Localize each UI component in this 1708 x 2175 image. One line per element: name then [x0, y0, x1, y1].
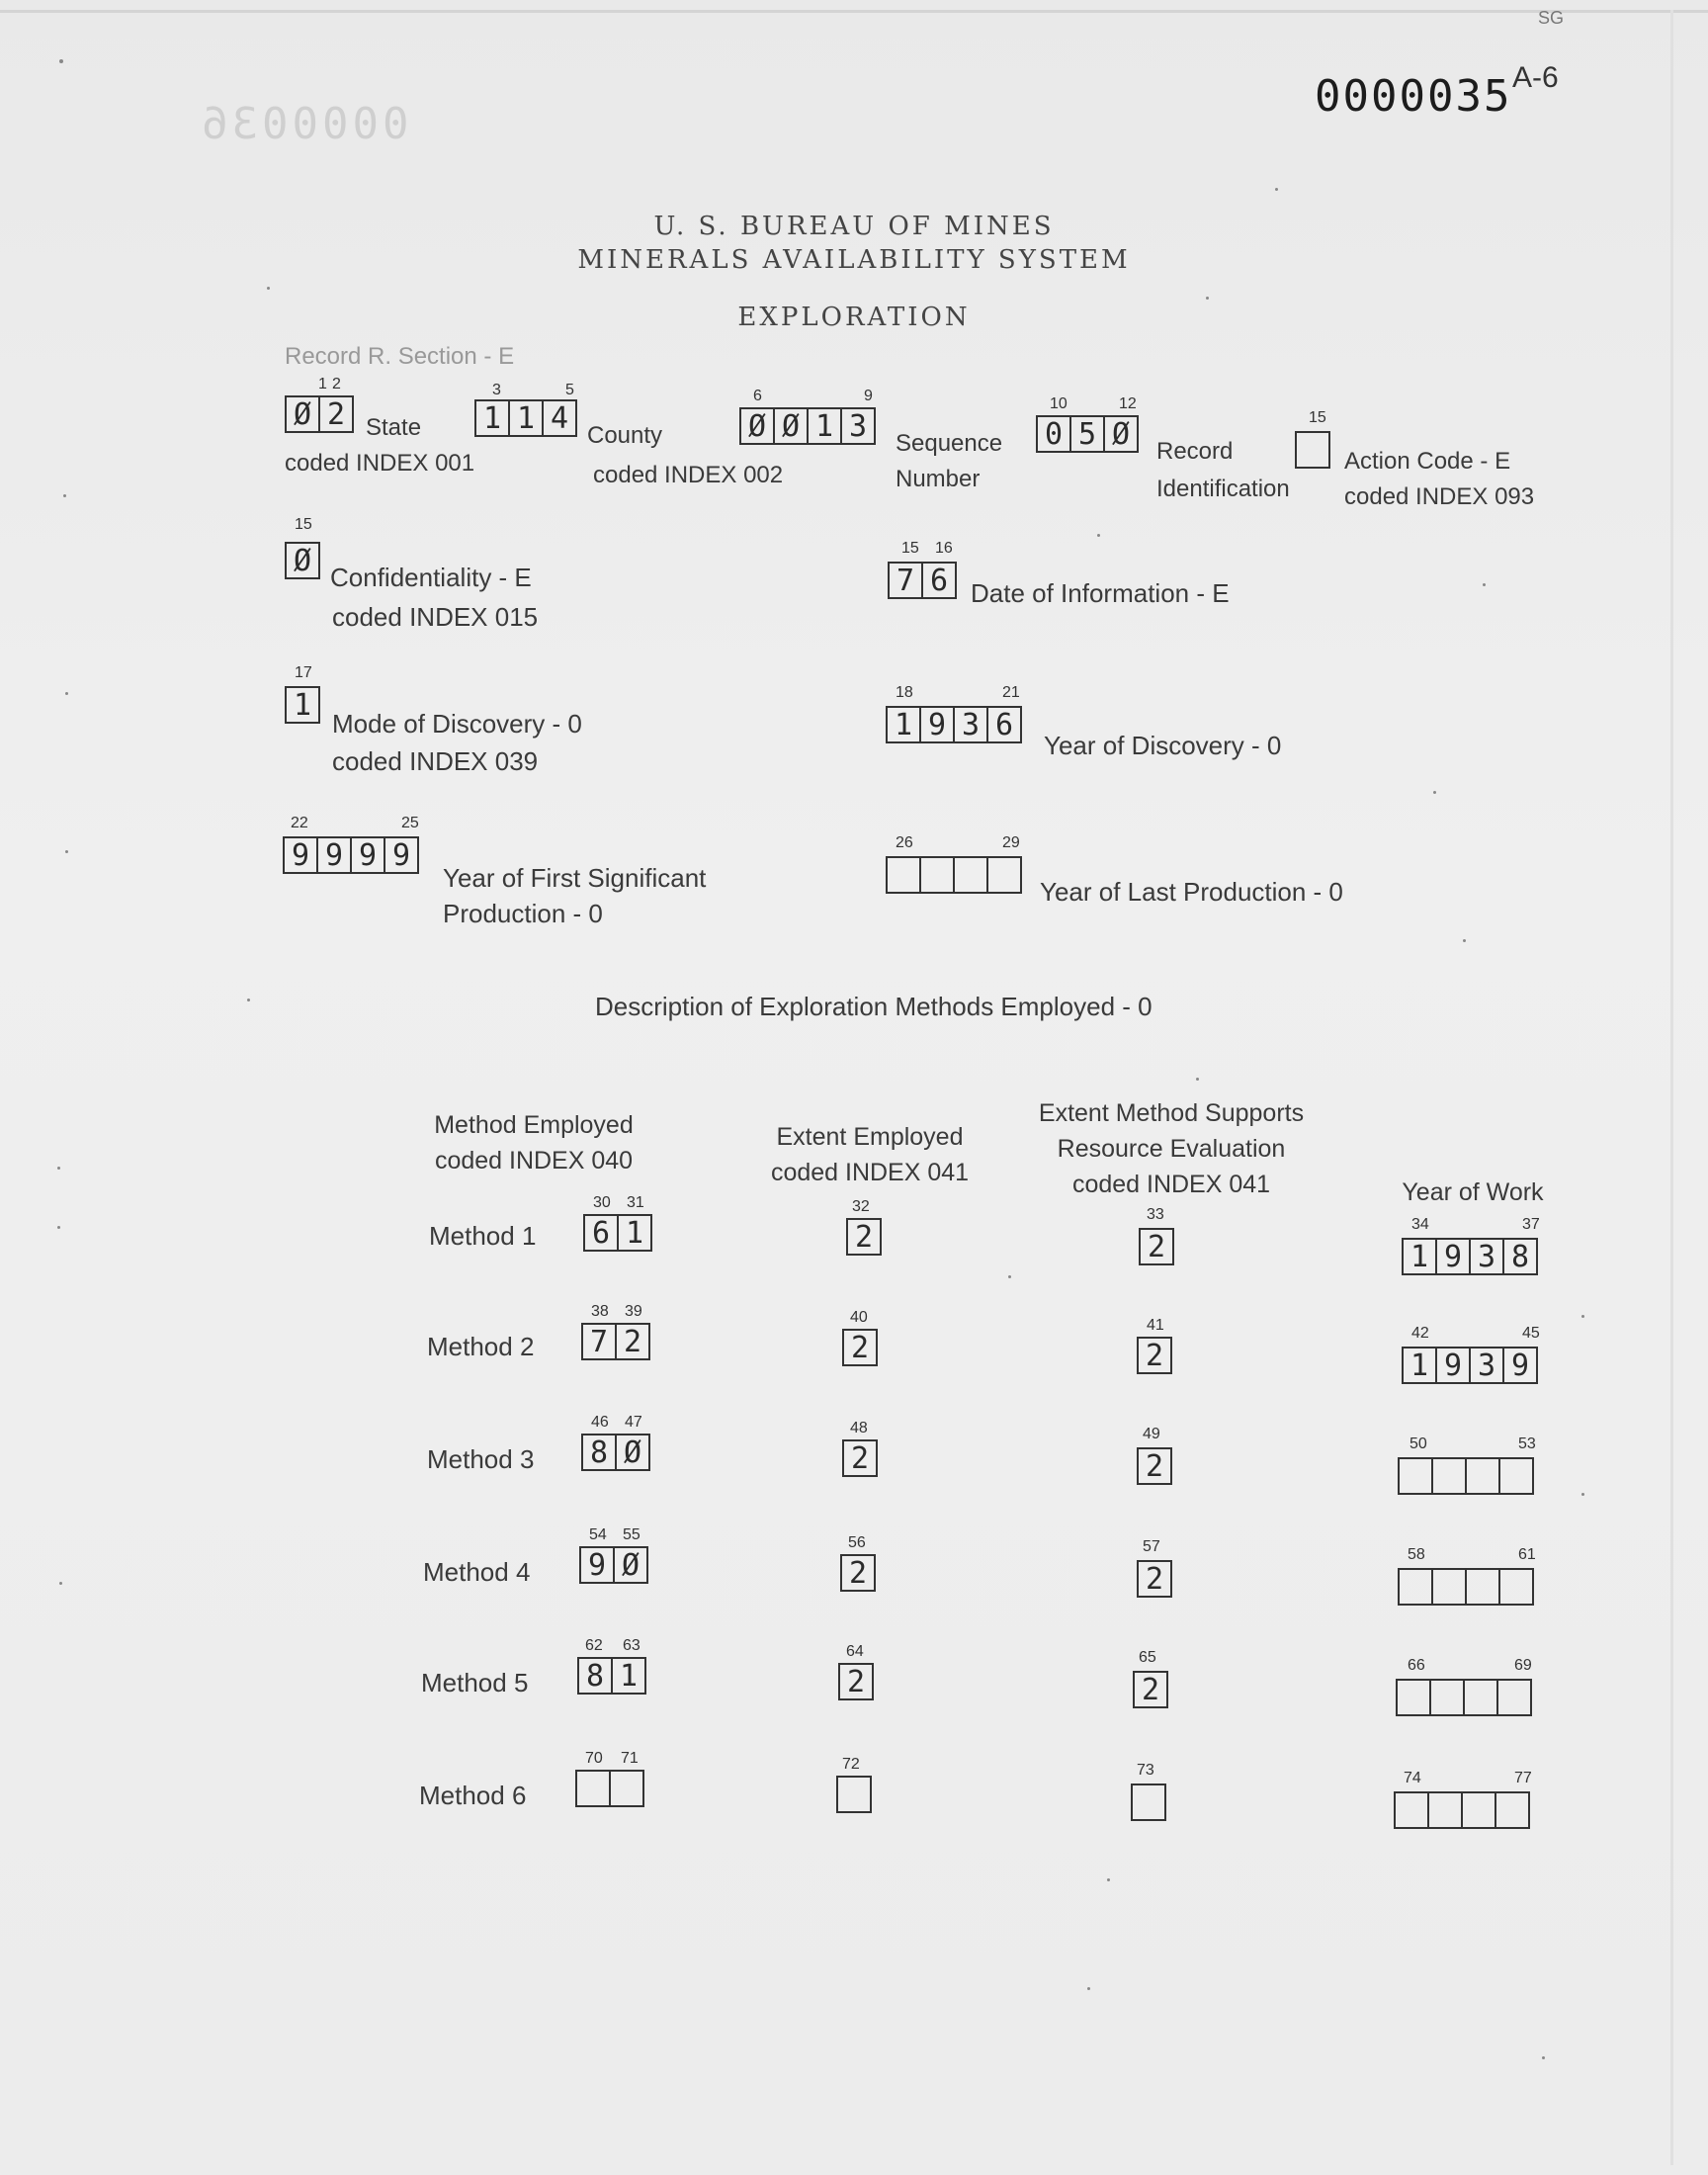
column-number: 15: [295, 516, 312, 533]
year-of-work-boxes: [1402, 1238, 1538, 1275]
column-number: 66: [1408, 1657, 1425, 1674]
scan-speck: [1581, 1493, 1584, 1496]
scan-speck: [1097, 534, 1100, 537]
column-number: 58: [1408, 1546, 1425, 1563]
entry-box[interactable]: [1494, 1791, 1530, 1829]
column-number: 22: [291, 815, 308, 831]
column-number: 3: [492, 382, 501, 398]
system-title: MINERALS AVAILABILITY SYSTEM: [577, 245, 1131, 275]
entry-box[interactable]: 7: [888, 562, 923, 599]
column-number: 37: [1522, 1216, 1540, 1233]
year-of-discovery-label: Year of Discovery - 0: [1044, 731, 1282, 760]
entry-box[interactable]: 2: [1137, 1447, 1172, 1485]
column-number: 56: [848, 1534, 866, 1551]
column-number: 54: [589, 1526, 607, 1543]
scan-speck: [65, 692, 68, 695]
first-production-sub: Production - 0: [443, 899, 603, 928]
scan-speck: [1581, 1315, 1584, 1318]
method-code-boxes: [583, 1214, 652, 1252]
entry-box[interactable]: 9: [1435, 1347, 1471, 1384]
entry-box[interactable]: 1: [886, 706, 921, 743]
column-number: 70: [585, 1750, 603, 1767]
sequence-label: Sequence: [896, 430, 1003, 457]
column-number: 29: [1002, 834, 1020, 851]
entry-box[interactable]: 2: [1139, 1228, 1174, 1265]
column-number: 38: [591, 1303, 609, 1320]
extent-box: [838, 1663, 874, 1700]
entry-box[interactable]: Ø: [613, 1546, 648, 1584]
column-number: 77: [1514, 1770, 1532, 1786]
state-sub: coded INDEX 001: [285, 450, 475, 477]
entry-box[interactable]: [1496, 1679, 1532, 1716]
extent-box: [846, 1218, 882, 1256]
scan-speck: [1008, 1275, 1011, 1278]
column-number: 46: [591, 1414, 609, 1431]
support-box: [1137, 1560, 1172, 1598]
entry-box[interactable]: [1394, 1791, 1429, 1829]
entry-box[interactable]: [1396, 1679, 1431, 1716]
method-row-3: [0, 1414, 1708, 1513]
sequence-boxes: [739, 407, 876, 445]
column-number: 53: [1518, 1436, 1536, 1452]
date-of-info-label: Date of Information - E: [971, 578, 1230, 608]
column-number: 72: [842, 1756, 860, 1773]
entry-box[interactable]: [1398, 1457, 1433, 1495]
column-number: 57: [1143, 1538, 1160, 1555]
entry-box[interactable]: [1295, 431, 1330, 469]
state-label: State: [366, 414, 422, 441]
entry-box[interactable]: 2: [846, 1218, 882, 1256]
column-number: 69: [1514, 1657, 1532, 1674]
entry-box[interactable]: 6: [986, 706, 1022, 743]
entry-box[interactable]: [953, 856, 988, 894]
column-number: 34: [1411, 1216, 1429, 1233]
column-header-method: [376, 1107, 692, 1178]
support-box: [1133, 1671, 1168, 1708]
entry-box[interactable]: [1498, 1568, 1534, 1606]
column-number: 41: [1147, 1317, 1164, 1334]
header-line: Resource Evaluation: [1057, 1135, 1286, 1163]
method-code-boxes: [581, 1323, 650, 1360]
entry-box[interactable]: [1465, 1568, 1500, 1606]
method-code-boxes: [575, 1770, 644, 1807]
entry-box[interactable]: Ø: [739, 407, 775, 445]
date-of-info-boxes: [888, 562, 957, 599]
column-number: 64: [846, 1643, 864, 1660]
entry-box[interactable]: 3: [1469, 1347, 1504, 1384]
entry-box[interactable]: 9: [384, 836, 419, 874]
scan-speck: [1463, 939, 1466, 942]
column-number: 71: [621, 1750, 639, 1767]
method-label: Method 5: [421, 1668, 529, 1697]
mode-of-discovery-boxes: [285, 686, 320, 724]
entry-box[interactable]: 1: [617, 1214, 652, 1252]
entry-box[interactable]: [886, 856, 921, 894]
entry-box[interactable]: Ø: [773, 407, 809, 445]
method-label: Method 2: [427, 1332, 535, 1361]
support-box: [1131, 1784, 1166, 1821]
entry-box[interactable]: 2: [318, 395, 354, 433]
action-code-boxes: [1295, 431, 1330, 469]
methods-title: Description of Exploration Methods Employed - 0: [595, 992, 1153, 1021]
mode-of-discovery-sub: coded INDEX 039: [332, 746, 539, 776]
column-number: 15: [901, 540, 919, 557]
entry-box[interactable]: 2: [842, 1329, 878, 1366]
year-of-discovery-boxes: [886, 706, 1022, 743]
column-number: 1: [318, 376, 327, 392]
header-line: Extent Method Supports: [1038, 1099, 1305, 1127]
state-boxes: [285, 395, 354, 433]
sequence-sub: Number: [896, 466, 981, 492]
column-number: 47: [625, 1414, 642, 1431]
first-production-label: Year of First Significant: [443, 863, 707, 893]
column-number: 25: [401, 815, 419, 831]
column-number: 61: [1518, 1546, 1536, 1563]
entry-box[interactable]: [1463, 1679, 1498, 1716]
column-number: 30: [593, 1194, 611, 1211]
sheet-label: A-6: [1512, 61, 1559, 94]
column-number: 21: [1002, 684, 1020, 701]
method-code-boxes: [577, 1657, 646, 1695]
entry-box[interactable]: Ø: [285, 395, 320, 433]
entry-box[interactable]: [836, 1776, 872, 1813]
entry-box[interactable]: [986, 856, 1022, 894]
last-production-boxes: [886, 856, 1022, 894]
column-number: 2: [332, 376, 341, 392]
entry-box[interactable]: 1: [1402, 1347, 1437, 1384]
entry-box[interactable]: Ø: [1103, 415, 1139, 453]
entry-box[interactable]: 2: [840, 1554, 876, 1592]
action-code-sub: coded INDEX 093: [1344, 483, 1535, 510]
method-code-boxes: [579, 1546, 648, 1584]
entry-box[interactable]: 2: [838, 1663, 874, 1700]
agency-title: U. S. BUREAU OF MINES: [653, 212, 1055, 241]
column-header-support: [1008, 1095, 1334, 1202]
header-line: Year of Work: [1402, 1178, 1544, 1206]
extent-box: [842, 1329, 878, 1366]
entry-box[interactable]: 7: [581, 1323, 617, 1360]
scan-speck: [1542, 2056, 1545, 2059]
column-number: 65: [1139, 1649, 1156, 1666]
entry-box[interactable]: 3: [840, 407, 876, 445]
entry-box[interactable]: 9: [1435, 1238, 1471, 1275]
scan-speck: [59, 1582, 62, 1585]
column-number: 50: [1409, 1436, 1427, 1452]
entry-box[interactable]: 2: [615, 1323, 650, 1360]
confidentiality-sub: coded INDEX 015: [332, 602, 539, 632]
entry-box[interactable]: 9: [919, 706, 955, 743]
entry-box[interactable]: 1: [807, 407, 842, 445]
record-label: Record R. Section - E: [285, 343, 515, 370]
entry-box[interactable]: Ø: [285, 542, 320, 579]
column-header-extent: [712, 1119, 1028, 1190]
entry-box[interactable]: 2: [1137, 1560, 1172, 1598]
scan-speck: [1206, 297, 1209, 300]
confidentiality-label: Confidentiality - E: [330, 563, 532, 592]
column-number: 9: [864, 388, 873, 404]
entry-box[interactable]: [609, 1770, 644, 1807]
method-label: Method 1: [429, 1221, 537, 1251]
entry-box[interactable]: 2: [842, 1439, 878, 1477]
entry-box[interactable]: 1: [611, 1657, 646, 1695]
column-number: 32: [852, 1198, 870, 1215]
support-box: [1137, 1447, 1172, 1485]
column-number: 45: [1522, 1325, 1540, 1342]
year-of-work-boxes: [1396, 1679, 1532, 1716]
county-sub: coded INDEX 002: [593, 462, 784, 488]
section-title: EXPLORATION: [737, 303, 971, 332]
entry-box[interactable]: [1465, 1457, 1500, 1495]
entry-box[interactable]: 2: [1137, 1337, 1172, 1374]
entry-box[interactable]: [1461, 1791, 1496, 1829]
entry-box[interactable]: 1: [508, 399, 544, 437]
corner-mark: SG: [1538, 8, 1565, 28]
entry-box[interactable]: 6: [921, 562, 957, 599]
entry-box[interactable]: 3: [953, 706, 988, 743]
entry-box[interactable]: 9: [350, 836, 385, 874]
extent-box: [842, 1439, 878, 1477]
entry-box[interactable]: 6: [583, 1214, 619, 1252]
record-id-label: Record: [1156, 438, 1234, 465]
method-label: Method 6: [419, 1781, 527, 1810]
column-number: 55: [623, 1526, 640, 1543]
column-number: 26: [896, 834, 913, 851]
column-number: 17: [295, 664, 312, 681]
confidentiality-boxes: [285, 542, 320, 579]
entry-box[interactable]: [1498, 1457, 1534, 1495]
scan-speck: [1433, 791, 1436, 794]
record-id-boxes: [1036, 415, 1139, 453]
column-number: 63: [623, 1637, 640, 1654]
method-row-5: [0, 1637, 1708, 1736]
first-production-boxes: [283, 836, 419, 874]
extent-box: [840, 1554, 876, 1592]
year-of-work-boxes: [1398, 1568, 1534, 1606]
entry-box[interactable]: [1431, 1568, 1467, 1606]
method-row-2: [0, 1303, 1708, 1402]
header-line: Extent Employed: [776, 1123, 964, 1151]
scan-speck: [1087, 1987, 1090, 1990]
scan-speck: [1196, 1078, 1199, 1081]
scan-speck: [57, 1226, 60, 1229]
entry-box[interactable]: [919, 856, 955, 894]
ghost-document-number: 0000036: [198, 99, 409, 149]
column-number: 12: [1119, 395, 1137, 412]
entry-box[interactable]: [1427, 1791, 1463, 1829]
scan-edge-top: [0, 10, 1708, 13]
year-of-work-boxes: [1398, 1457, 1534, 1495]
entry-box[interactable]: 8: [577, 1657, 613, 1695]
column-number: 5: [565, 382, 574, 398]
document-number: 0000035: [1315, 71, 1512, 122]
scan-speck: [57, 1167, 60, 1170]
county-label: County: [587, 422, 663, 449]
support-box: [1139, 1228, 1174, 1265]
column-number: 42: [1411, 1325, 1429, 1342]
method-row-6: [0, 1750, 1708, 1849]
entry-box[interactable]: 8: [581, 1434, 617, 1471]
column-number: 62: [585, 1637, 603, 1654]
entry-box[interactable]: 1: [1402, 1238, 1437, 1275]
entry-box[interactable]: 8: [1502, 1238, 1538, 1275]
scan-speck: [267, 287, 270, 290]
scan-speck: [65, 850, 68, 853]
scan-speck: [247, 999, 250, 1001]
method-label: Method 3: [427, 1444, 535, 1474]
entry-box[interactable]: 9: [579, 1546, 615, 1584]
scan-speck: [63, 494, 66, 497]
entry-box[interactable]: [1131, 1784, 1166, 1821]
method-code-boxes: [581, 1434, 650, 1471]
scan-speck: [1483, 583, 1486, 586]
header-line: Method Employed: [434, 1111, 634, 1139]
entry-box[interactable]: 1: [285, 686, 320, 724]
entry-box[interactable]: 1: [474, 399, 510, 437]
header-line: coded INDEX 041: [1071, 1171, 1271, 1198]
scan-speck: [1107, 1878, 1110, 1881]
column-number: 39: [625, 1303, 642, 1320]
method-row-1: [0, 1194, 1708, 1293]
column-number: 48: [850, 1420, 868, 1436]
scan-speck: [59, 59, 63, 63]
column-number: 33: [1147, 1206, 1164, 1223]
method-row-4: [0, 1526, 1708, 1625]
year-of-work-boxes: [1402, 1347, 1538, 1384]
entry-box[interactable]: 2: [1133, 1671, 1168, 1708]
entry-box[interactable]: 9: [1502, 1347, 1538, 1384]
county-boxes: [474, 399, 577, 437]
extent-box: [836, 1776, 872, 1813]
column-number: 49: [1143, 1426, 1160, 1442]
action-code-label: Action Code - E: [1344, 448, 1511, 475]
entry-box[interactable]: 3: [1469, 1238, 1504, 1275]
mode-of-discovery-label: Mode of Discovery - 0: [332, 709, 582, 739]
entry-box[interactable]: [575, 1770, 611, 1807]
column-number: 18: [896, 684, 913, 701]
entry-box[interactable]: 5: [1069, 415, 1105, 453]
method-label: Method 4: [423, 1557, 531, 1587]
header-line: coded INDEX 040: [434, 1147, 634, 1174]
column-number: 40: [850, 1309, 868, 1326]
entry-box[interactable]: Ø: [615, 1434, 650, 1471]
column-number: 31: [627, 1194, 644, 1211]
entry-box[interactable]: 9: [283, 836, 318, 874]
entry-box[interactable]: [1431, 1457, 1467, 1495]
support-box: [1137, 1337, 1172, 1374]
scan-speck: [1275, 188, 1278, 191]
header-line: coded INDEX 041: [770, 1159, 970, 1186]
column-number: 16: [935, 540, 953, 557]
entry-box[interactable]: 0: [1036, 415, 1071, 453]
last-production-label: Year of Last Production - 0: [1040, 877, 1343, 907]
column-number: 10: [1050, 395, 1068, 412]
record-id-sub: Identification: [1156, 476, 1290, 502]
year-of-work-boxes: [1394, 1791, 1530, 1829]
column-number: 6: [753, 388, 762, 404]
entry-box[interactable]: 9: [316, 836, 352, 874]
entry-box[interactable]: [1398, 1568, 1433, 1606]
column-number: 73: [1137, 1762, 1154, 1779]
entry-box[interactable]: [1429, 1679, 1465, 1716]
entry-box[interactable]: 4: [542, 399, 577, 437]
column-number: 15: [1309, 409, 1326, 426]
column-number: 74: [1404, 1770, 1421, 1786]
